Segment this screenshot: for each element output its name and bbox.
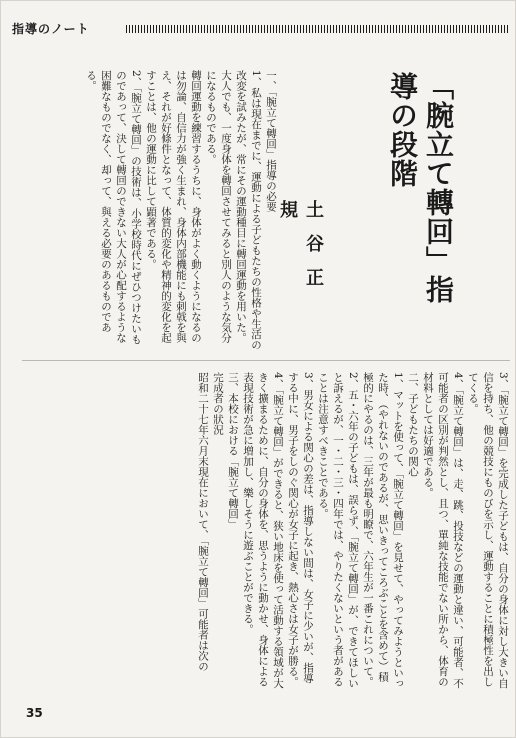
- header-rule: [126, 25, 508, 33]
- upper-body-text: [28, 70, 278, 350]
- subsection-heading: 昭和二十七年六月末現在において、「腕立て轉回」可能者は次の: [197, 372, 209, 672]
- section-heading: 一、「腕立て轉回」指導の必要: [265, 70, 277, 212]
- paragraph: 3、男女による関心の差は、指導しない間は、女子に少いが、指導する中に、男子をしのぐ関心が女子に起き、熱心さは女子が勝る。: [287, 372, 314, 687]
- article-author: 土谷正規: [277, 200, 324, 302]
- lower-body-text: [28, 372, 510, 692]
- paragraph: 3、「腕立て轉回」を完成した子どもは、自分の身体に対し大きい自信を持ち、他の競技にものびを示し、運動することに積極性を出してくる。: [467, 372, 509, 689]
- paragraph: 二、子どもたちの関心: [407, 372, 419, 477]
- article-title: 「腕立て轉回」指導の段階: [386, 72, 455, 304]
- paragraph: 大人でも、一度身体を轉回させてみると別人のような気分になるものである。: [205, 70, 232, 343]
- page-number: 35: [26, 706, 43, 720]
- paragraph: 1、私は現在までに、運動による子どもたちの性格や生活の改変を試みたが、常にその運動種目に轉回運動を用いた。: [235, 70, 262, 350]
- paragraph: 三、本校における「腕立て轉回」: [227, 372, 239, 530]
- paragraph: 4、「腕立て轉回」は、走、跳、投技などの運動と違い、可能者、不可能者の区別が判然とし、且つ、單純な技能でない所から、体育の材料としては好適である。: [422, 372, 464, 689]
- section-divider: [22, 360, 510, 361]
- paragraph: 2、五・六年の子どもは、誤らず、「腕立て轉回」が、できてほしいと訴えるが、一・二・三・四年では、やりたくないという者があることは注意すべきことである。: [317, 372, 359, 689]
- page-header: [8, 22, 508, 38]
- series-title: 指導のノート: [12, 22, 90, 36]
- paragraph: 轉回運動を練習するうちに、身体がよく動くようになるのは勿論、自信力が強く生まれ、身体内部機能にも刺戟を與え、それが好條件となって、体質的変化や精神的変化を起すことは、他の運動に比して顕著である。: [145, 70, 202, 343]
- section-heading: 1、マットを使って、「腕立て轉回」を見せて、やってみようといった時、（やれないのであるが、思いきってころぶことを含めて）積極的にやるのは、三年が最も明瞭で、六年生が一番これについて。: [362, 372, 404, 689]
- paragraph: 2、「腕立て轉回」の技術は、小学校時代にぜひつけたいものであって、決して轉回のできない大人が心配するような困難なものでなく、却って、與える必要のあるものである。: [85, 70, 142, 345]
- section-heading: 完成者の狀況: [212, 372, 224, 435]
- paragraph: 4、「腕立て轉回」ができると、狭い地床を使って活動する領域が大きく擴まるために、自分の身体を、思うように動かせ、身体による表現技術が急に増加し、樂しそうに遊ぶことができる。: [242, 372, 284, 689]
